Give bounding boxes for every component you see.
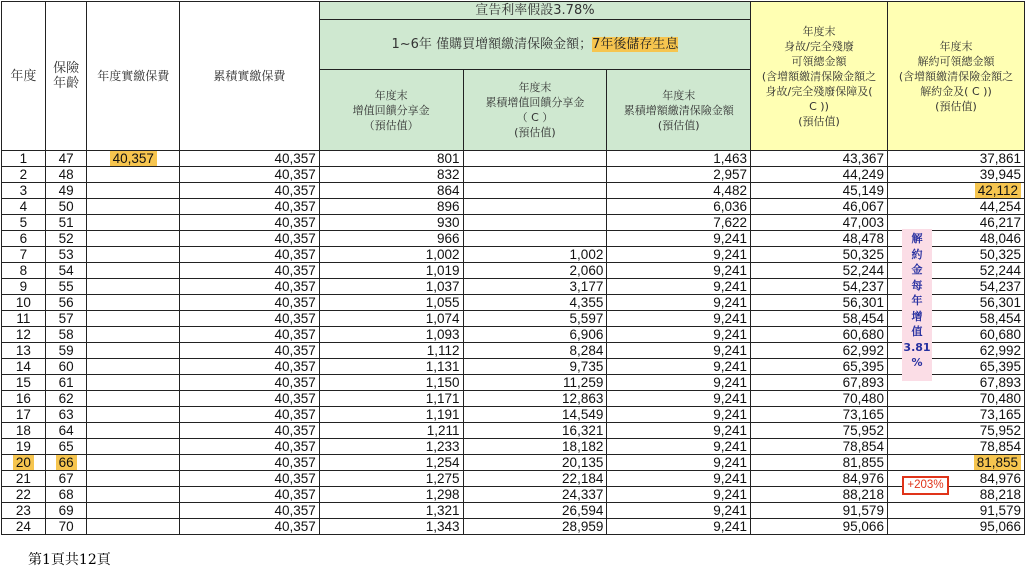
cell-age: 54 [45,263,87,279]
cell-death-benefit: 46,067 [751,199,888,215]
cell-age: 68 [45,487,87,503]
cell-age [45,455,87,471]
cell-death-benefit: 65,395 [751,359,888,375]
cell-dividend: 1,093 [319,327,463,343]
cell-annual-premium [87,327,179,343]
cell-death-benefit: 48,478 [751,231,888,247]
cell-cumulative-dividend: 2,060 [463,263,607,279]
cell-cumulative-premium: 40,357 [179,343,319,359]
table-row [2,247,1025,263]
cell-annual-premium [87,391,179,407]
cell-paid-up: 9,241 [607,231,751,247]
cell-age: 51 [45,215,87,231]
cell-death-benefit: 60,680 [751,327,888,343]
cell-cumulative-premium: 40,357 [179,327,319,343]
cell-cumulative-premium: 40,357 [179,487,319,503]
cell-cumulative-premium: 40,357 [179,439,319,455]
cell-surrender-value: 60,680 [887,327,1024,343]
cell-paid-up: 9,241 [607,359,751,375]
cell-cumulative-premium: 40,357 [179,199,319,215]
cell-age: 62 [45,391,87,407]
cell-age: 63 [45,407,87,423]
growth-note-char: % [911,356,923,369]
cell-cumulative-dividend: 16,321 [463,423,607,439]
cell-age: 56 [45,295,87,311]
cell-cumulative-premium: 40,357 [179,375,319,391]
cell-age: 49 [45,183,87,199]
cell-age: 64 [45,423,87,439]
table-row [2,487,1025,503]
cell-dividend: 1,191 [319,407,463,423]
cell-dividend: 1,343 [319,519,463,535]
cell-age: 60 [45,359,87,375]
cell-cumulative-premium: 40,357 [179,455,319,471]
growth-note-char: 年 [911,294,923,307]
cell-surrender-value: 84,976 [887,471,1024,487]
cell-annual-premium [87,519,179,535]
cell-cumulative-premium: 40,357 [179,279,319,295]
cell-year: 6 [2,231,46,247]
cell-dividend: 1,233 [319,439,463,455]
cell-cumulative-premium: 40,357 [179,407,319,423]
cell-death-benefit: 62,992 [751,343,888,359]
cell-death-benefit: 54,237 [751,279,888,295]
cell-age: 70 [45,519,87,535]
cell-paid-up: 1,463 [607,151,751,167]
cell-annual-premium [87,167,179,183]
cell-cumulative-premium: 40,357 [179,503,319,519]
cell-cumulative-premium: 40,357 [179,519,319,535]
cell-death-benefit: 73,165 [751,407,888,423]
cell-annual-premium [87,183,179,199]
cell-year: 9 [2,279,46,295]
cell-surrender-value: 58,454 [887,311,1024,327]
cell-cumulative-dividend: 1,002 [463,247,607,263]
cell-cumulative-dividend: 14,549 [463,407,607,423]
purchase-note-highlight: 7年後儲存生息 [592,37,679,53]
table-row [2,471,1025,487]
cell-annual-premium [87,487,179,503]
growth-note-char: 值 [911,325,923,338]
cell-age: 48 [45,167,87,183]
cell-annual-premium [87,199,179,215]
cell-annual-premium [87,247,179,263]
cell-cumulative-dividend: 20,135 [463,455,607,471]
highlighted-value: 40,357 [110,151,157,166]
cell-annual-premium [87,423,179,439]
cell-year: 22 [2,487,46,503]
cell-death-benefit: 56,301 [751,295,888,311]
cell-annual-premium [87,455,179,471]
cell-year: 1 [2,151,46,167]
growth-badge: +203% [902,476,949,495]
cell-dividend: 1,211 [319,423,463,439]
cell-annual-premium [87,279,179,295]
cell-dividend: 1,254 [319,455,463,471]
highlighted-value: 42,112 [975,183,1021,198]
cell-surrender-value: 67,893 [887,375,1024,391]
cell-age: 57 [45,311,87,327]
table-row [2,231,1025,247]
cell-year: 4 [2,199,46,215]
cell-death-benefit: 45,149 [751,183,888,199]
cell-cumulative-premium: 40,357 [179,471,319,487]
cell-dividend: 930 [319,215,463,231]
growth-note-char: 金 [911,263,923,276]
cell-dividend: 1,275 [319,471,463,487]
benefit-illustration-table [1,1,1025,535]
table-row [2,503,1025,519]
cell-age: 53 [45,247,87,263]
cell-year: 2 [2,167,46,183]
cell-cumulative-dividend: 24,337 [463,487,607,503]
cell-annual-premium [87,359,179,375]
cell-paid-up: 9,241 [607,423,751,439]
cell-year: 23 [2,503,46,519]
cell-death-benefit: 67,893 [751,375,888,391]
cell-surrender-value: 73,165 [887,407,1024,423]
cell-paid-up: 9,241 [607,391,751,407]
cell-dividend: 1,002 [319,247,463,263]
cell-age: 67 [45,471,87,487]
cell-year: 13 [2,343,46,359]
cell-annual-premium [87,295,179,311]
growth-note-char: 增 [911,309,923,323]
cell-paid-up: 9,241 [607,295,751,311]
highlighted-value: 66 [56,455,77,470]
table-body [2,151,1025,535]
header-purchase-note [319,20,750,70]
cell-paid-up: 9,241 [607,263,751,279]
cell-death-benefit: 91,579 [751,503,888,519]
cell-year: 19 [2,439,46,455]
table-row [2,295,1025,311]
cell-cumulative-dividend: 3,177 [463,279,607,295]
cell-year: 16 [2,391,46,407]
cell-paid-up: 9,241 [607,503,751,519]
cell-surrender-value: 62,992 [887,343,1024,359]
cell-surrender-value: 75,952 [887,423,1024,439]
cell-age: 55 [45,279,87,295]
cell-surrender-value: 70,480 [887,391,1024,407]
cell-year [2,455,46,471]
cell-death-benefit: 44,249 [751,167,888,183]
cell-annual-premium [87,311,179,327]
cell-dividend: 1,321 [319,503,463,519]
header-rate-assumption: 宣告利率假設3.78% [319,2,750,20]
table-row [2,455,1025,471]
cell-death-benefit: 75,952 [751,423,888,439]
cell-cumulative-premium: 40,357 [179,151,319,167]
cell-year: 21 [2,471,46,487]
table-row [2,423,1025,439]
header-death-benefit: 年度末 身故/完全殘廢 可領總金額 (含增額繳清保險金額之 身故/完全殘廢保障及( C )) (預估值) [751,2,888,151]
header-cumulative-dividend: 年度末 累積增值回饋分享金 （ C ） (預估值) [463,70,607,151]
cell-dividend: 966 [319,231,463,247]
table-row [2,375,1025,391]
cell-surrender-value: 88,218 [887,487,1024,503]
cell-surrender-value: 46,217 [887,215,1024,231]
cell-paid-up: 9,241 [607,247,751,263]
cell-surrender-value [887,183,1024,199]
cell-dividend: 1,171 [319,391,463,407]
table-row [2,279,1025,295]
cell-cumulative-dividend: 11,259 [463,375,607,391]
cell-death-benefit: 70,480 [751,391,888,407]
header-year: 年度 [2,2,46,151]
cell-death-benefit: 43,367 [751,151,888,167]
cell-annual-premium [87,439,179,455]
cell-cumulative-dividend [463,231,607,247]
cell-age: 50 [45,199,87,215]
cell-cumulative-premium: 40,357 [179,215,319,231]
cell-cumulative-dividend: 12,863 [463,391,607,407]
cell-death-benefit: 47,003 [751,215,888,231]
table-row [2,343,1025,359]
cell-paid-up: 9,241 [607,375,751,391]
cell-annual-premium [87,215,179,231]
cell-surrender-value: 91,579 [887,503,1024,519]
cell-paid-up: 9,241 [607,487,751,503]
cell-paid-up: 9,241 [607,407,751,423]
cell-surrender-value: 54,237 [887,279,1024,295]
cell-cumulative-premium: 40,357 [179,247,319,263]
cell-cumulative-premium: 40,357 [179,263,319,279]
table-row [2,183,1025,199]
cell-age: 47 [45,151,87,167]
header-cumulative-premium: 累積實繳保費 [179,2,319,151]
cell-paid-up: 4,482 [607,183,751,199]
cell-dividend: 1,150 [319,375,463,391]
cell-dividend: 1,037 [319,279,463,295]
cell-dividend: 1,019 [319,263,463,279]
cell-paid-up: 6,036 [607,199,751,215]
cell-cumulative-dividend: 26,594 [463,503,607,519]
cell-paid-up: 9,241 [607,471,751,487]
header-annual-premium: 年度實繳保費 [87,2,179,151]
cell-year: 12 [2,327,46,343]
cell-cumulative-premium: 40,357 [179,423,319,439]
cell-cumulative-premium: 40,357 [179,231,319,247]
header-paid-up-amount: 年度末 累積增額繳清保險金額 (預估值) [607,70,751,151]
page-footer: 第1頁共12頁 [28,552,111,568]
cell-death-benefit: 95,066 [751,519,888,535]
cell-paid-up: 9,241 [607,279,751,295]
table-row [2,215,1025,231]
cell-dividend: 1,055 [319,295,463,311]
cell-cumulative-dividend: 5,597 [463,311,607,327]
cell-cumulative-premium: 40,357 [179,167,319,183]
cell-cumulative-dividend: 9,735 [463,359,607,375]
cell-death-benefit: 50,325 [751,247,888,263]
cell-year: 10 [2,295,46,311]
cell-age: 52 [45,231,87,247]
cell-paid-up: 7,622 [607,215,751,231]
table-row [2,439,1025,455]
cell-surrender-value: 65,395 [887,359,1024,375]
cell-death-benefit: 58,454 [751,311,888,327]
header-surrender-value: 年度末 解約可領總金額 (含增額繳清保險金額之 解約金及( C )) (預估值) [887,2,1024,151]
purchase-note-text: 1~6年 僅購買增額繳清保險金額； [391,37,593,53]
cell-paid-up: 9,241 [607,519,751,535]
cell-age: 61 [45,375,87,391]
cell-surrender-value: 39,945 [887,167,1024,183]
cell-age: 69 [45,503,87,519]
cell-cumulative-premium: 40,357 [179,183,319,199]
table-row [2,167,1025,183]
cell-annual-premium [87,231,179,247]
cell-cumulative-dividend [463,183,607,199]
cell-cumulative-dividend: 6,906 [463,327,607,343]
cell-paid-up: 9,241 [607,455,751,471]
cell-paid-up: 2,957 [607,167,751,183]
header-age: 保險 年齡 [45,2,87,151]
table-row [2,519,1025,535]
cell-dividend: 1,112 [319,343,463,359]
cell-surrender-value: 48,046 [887,231,1024,247]
cell-age: 59 [45,343,87,359]
cell-cumulative-dividend [463,199,607,215]
cell-cumulative-dividend [463,151,607,167]
cell-cumulative-dividend: 22,184 [463,471,607,487]
cell-cumulative-dividend [463,167,607,183]
growth-note [902,229,932,381]
growth-note-char: 每 [911,278,923,292]
cell-dividend: 1,298 [319,487,463,503]
cell-dividend: 1,074 [319,311,463,327]
cell-year: 8 [2,263,46,279]
cell-year: 24 [2,519,46,535]
cell-annual-premium [87,471,179,487]
cell-cumulative-dividend: 8,284 [463,343,607,359]
cell-year: 11 [2,311,46,327]
highlighted-value: 81,855 [974,455,1021,470]
cell-age: 58 [45,327,87,343]
cell-death-benefit: 78,854 [751,439,888,455]
cell-annual-premium [87,151,179,167]
table-row [2,359,1025,375]
cell-annual-premium [87,343,179,359]
table-row [2,263,1025,279]
cell-year: 7 [2,247,46,263]
growth-note-char: 3.81 [903,340,931,354]
cell-cumulative-premium: 40,357 [179,359,319,375]
cell-cumulative-dividend: 28,959 [463,519,607,535]
growth-note-char: 解 [911,232,923,245]
cell-age: 65 [45,439,87,455]
table-row [2,311,1025,327]
growth-note-char: 約 [911,247,923,261]
cell-death-benefit: 52,244 [751,263,888,279]
cell-surrender-value: 56,301 [887,295,1024,311]
cell-annual-premium [87,407,179,423]
cell-year: 15 [2,375,46,391]
cell-year: 18 [2,423,46,439]
cell-cumulative-premium: 40,357 [179,311,319,327]
cell-year: 14 [2,359,46,375]
cell-dividend: 801 [319,151,463,167]
cell-annual-premium [87,375,179,391]
cell-dividend: 896 [319,199,463,215]
cell-annual-premium [87,263,179,279]
cell-year: 3 [2,183,46,199]
header-dividend: 年度末 增值回饋分享金 （預估值） [319,70,463,151]
cell-cumulative-premium: 40,357 [179,295,319,311]
cell-death-benefit: 88,218 [751,487,888,503]
cell-surrender-value: 50,325 [887,247,1024,263]
cell-dividend: 864 [319,183,463,199]
cell-surrender-value: 78,854 [887,439,1024,455]
cell-paid-up: 9,241 [607,327,751,343]
cell-cumulative-dividend: 4,355 [463,295,607,311]
cell-death-benefit: 84,976 [751,471,888,487]
cell-paid-up: 9,241 [607,439,751,455]
table-row [2,199,1025,215]
cell-surrender-value: 52,244 [887,263,1024,279]
cell-death-benefit: 81,855 [751,455,888,471]
cell-cumulative-premium: 40,357 [179,391,319,407]
cell-year: 17 [2,407,46,423]
table-row [2,407,1025,423]
cell-dividend: 1,131 [319,359,463,375]
table-row [2,151,1025,167]
table-row [2,327,1025,343]
cell-surrender-value: 44,254 [887,199,1024,215]
table-row [2,391,1025,407]
cell-year: 5 [2,215,46,231]
cell-paid-up: 9,241 [607,343,751,359]
cell-surrender-value: 37,861 [887,151,1024,167]
cell-cumulative-dividend: 18,182 [463,439,607,455]
cell-surrender-value [887,455,1024,471]
cell-surrender-value: 95,066 [887,519,1024,535]
cell-paid-up: 9,241 [607,311,751,327]
cell-cumulative-dividend [463,215,607,231]
highlighted-value: 20 [13,455,34,470]
cell-dividend: 832 [319,167,463,183]
cell-annual-premium [87,503,179,519]
